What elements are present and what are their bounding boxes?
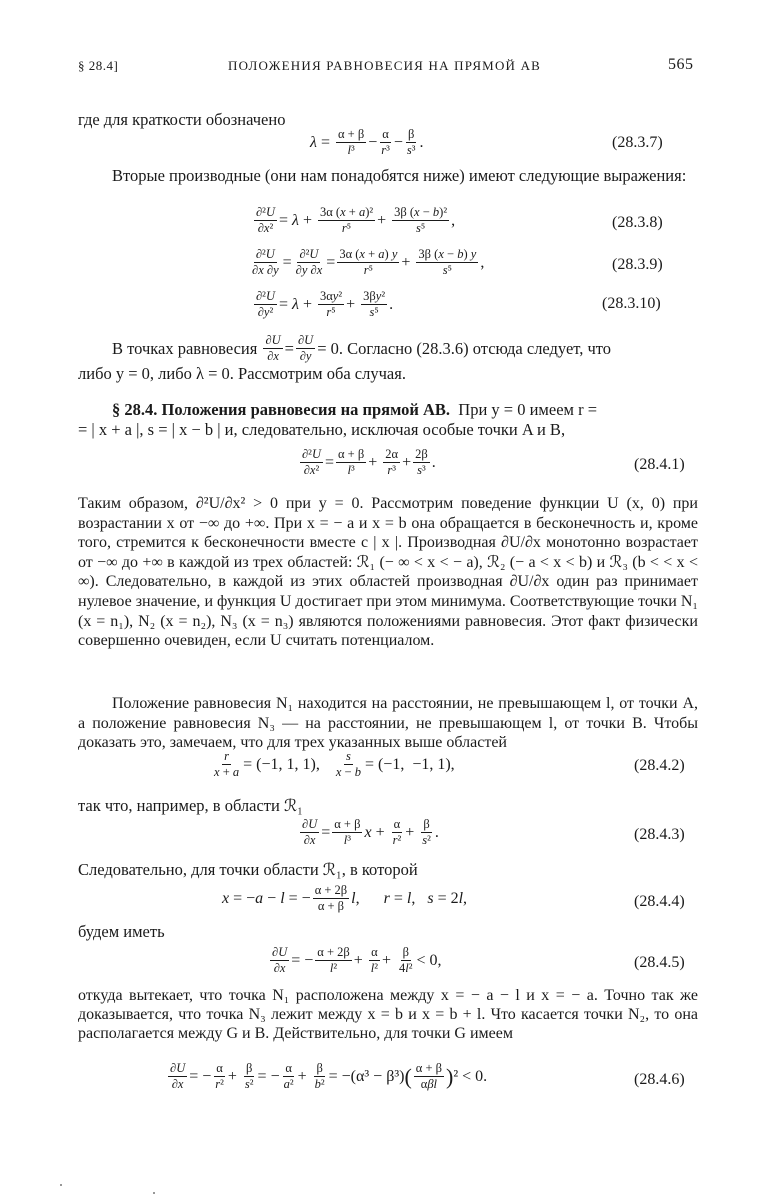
paragraph-equilibrium-line1: В точках равновесия $\frac{\partial U}{\partial x}$ = $\frac{\partial U}{\partial y}$ = 0. Согласно (28.3.6) отсюда следует, что bbox=[112, 333, 612, 363]
text-fragment: = 0. Согласно (28.3.6) отсюда следует, что bbox=[317, 338, 612, 358]
paragraph-equilibrium-line2: либо y = 0, либо λ = 0. Рассмотрим оба случая. bbox=[78, 364, 406, 383]
section-title: § 28.4. Положения равновесия на прямой AB. bbox=[112, 400, 451, 419]
paragraph-intro: где для краткости обозначено bbox=[78, 110, 286, 129]
equation-28-4-5: $\frac{\partial U}{\partial x}$ = − $\frac{\alpha + 2\beta}{\text{l²}}$ + $\frac{\alpha}{\text{l²}}$ + $\frac{\beta}{\text{4l²}}$ < 0, bbox=[272, 945, 442, 975]
section-continuation: = | x + a |, s = | x − b | и, следовательно, исключая особые точки A и B, bbox=[78, 420, 566, 439]
page-number: 565 bbox=[668, 56, 694, 73]
equation-number: (28.4.6) bbox=[634, 1071, 685, 1088]
scan-speck bbox=[153, 1192, 155, 1194]
section-heading-line bbox=[112, 400, 732, 420]
equation-28-4-2: $\frac{r}{x + a}$ = (−1, 1, 1), $\frac{s}{x - b}$ = (−1, −1, 1), bbox=[214, 749, 455, 779]
paragraph-region: так что, например, в области ℛ₁ bbox=[78, 796, 303, 815]
paragraph-region-point: Следовательно, для точки области ℛ₁, в которой bbox=[78, 860, 418, 879]
text-fragment: При y = 0 имеем r = bbox=[458, 400, 598, 419]
equation-number: (28.3.10) bbox=[602, 295, 661, 312]
running-head-title: ПОЛОЖЕНИЯ РАВНОВЕСИЯ НА ПРЯМОЙ AB bbox=[228, 58, 542, 73]
equation-28-3-9: $\frac{\text{∂²U}}{\partial x \partial y}$ = $\frac{\text{∂²U}}{\partial y \partial x}$ = $\frac{3\alpha (x + a) y}{\text{r⁵}}$ + $\frac{3\beta (x - b) y}{\text{s⁵}}$ , bbox=[252, 247, 485, 277]
equation-28-4-3: $\frac{\partial U}{\partial x}$ = $\frac{\alpha + \beta}{\text{l³}}$ x + $\frac{\alpha}{\text{r²}}$ + $\frac{\beta}{\text{s²}}$ . bbox=[302, 817, 439, 847]
paragraph-behavior: Таким образом, ∂²U/∂x² > 0 при y = 0. Рассмотрим поведение функции U (x, 0) при возрастании x от −∞ до +∞. При x = − a и x = b она обращается в бесконечность и, кроме того, стремится к бесконечности вместе с | x |. Производная ∂U/∂x монотонно возрастает от −∞ до +∞ в каждой из трех областей: ℛ₁ (− ∞ < x < − a), ℛ₂ (− a < x < b) и ℛ₃ (b < < x < ∞). Следовательно, в каждой из этих областей производная ∂U/∂x один раз принимает нулевое значение, и функция U достигает при этом минимума. Соответствующие точки N₁ (x = n₁), N₂ (x = n₂), N₃ (x = n₃) являются положениями равновесия. Этот факт физически совершенно очевиден, если U считать потенциалом. bbox=[78, 495, 698, 650]
equation-28-4-6: $\frac{\partial U}{\partial x}$ = − $\frac{\alpha}{\text{r²}}$ + $\frac{\beta}{\text{s²}}$ = − $\frac{\alpha}{\text{a²}}$ + $\frac{\beta}{\text{b²}}$ = −(α³ − β³) ( $\frac{\alpha + \beta}{\text{αβl}}$ ) ² < 0. bbox=[170, 1061, 488, 1091]
equation-28-4-4: x = − a − l = − $\frac{\alpha + 2\beta}{\alpha + \beta}$ l , r = l , s = 2 l , bbox=[222, 883, 468, 913]
equation-number: (28.4.5) bbox=[634, 954, 685, 971]
scan-speck bbox=[60, 1184, 62, 1186]
text-fragment: В точках равновесия bbox=[112, 338, 258, 358]
paragraph-conclusion: откуда вытекает, что точка N₁ расположена между x = − a − l и x = − a. Точно так же доказывается, что точка N₃ лежит между x = b и x = b + l. Что касается точки N₂, то она располагается между G и B. Действительно, для точки G имеем bbox=[78, 987, 699, 1043]
equation-number: (28.4.3) bbox=[634, 826, 685, 843]
equation-number: (28.4.4) bbox=[634, 893, 685, 910]
equation-28-3-8: $\frac{\text{∂²U}}{\text{∂x²}}$ = λ + $\frac{\text{3α (x + a)²}}{\text{r⁵}}$ + $\frac{\text{3β (x − b)²}}{\text{s⁵}}$ , bbox=[256, 205, 456, 235]
equation-28-4-1: $\frac{\text{∂²U}}{\text{∂x²}}$ = $\frac{\alpha + \beta}{\text{l³}}$ + $\frac{2\alpha}{\text{r³}}$ + $\frac{2\beta}{\text{s³}}$ . bbox=[302, 447, 436, 477]
equation-number: (28.4.1) bbox=[634, 456, 685, 473]
equation-28-3-10: $\frac{\text{∂²U}}{\text{∂y²}}$ = λ + $\frac{\text{3αy²}}{\text{r⁵}}$ + $\frac{\text{3βy²}}{\text{s⁵}}$ . bbox=[256, 289, 394, 319]
paragraph-we-have: будем иметь bbox=[78, 922, 165, 941]
equation-28-3-7: λ = $\frac{\alpha + \beta}{\text{l³}}$ − $\frac{\alpha}{\text{r³}}$ − $\frac{\beta}{\text{s³}}$ . bbox=[310, 127, 424, 157]
equation-number: (28.4.2) bbox=[634, 757, 685, 774]
equation-number: (28.3.9) bbox=[612, 256, 663, 273]
equation-number: (28.3.8) bbox=[612, 214, 663, 231]
running-head-section: § 28.4] bbox=[78, 58, 119, 73]
equation-number: (28.3.7) bbox=[612, 134, 663, 151]
paragraph-positions: Положение равновесия N₁ находится на расстоянии, не превышающем l, от точки A, а положение равновесия N₃ — на расстоянии, не превышающем l, от точки B. Чтобы доказать это, замечаем, что для трех указанных выше областей bbox=[78, 695, 699, 752]
paragraph-second-derivatives: Вторые производные (они нам понадобятся ниже) имеют следующие выражения: bbox=[112, 166, 687, 185]
